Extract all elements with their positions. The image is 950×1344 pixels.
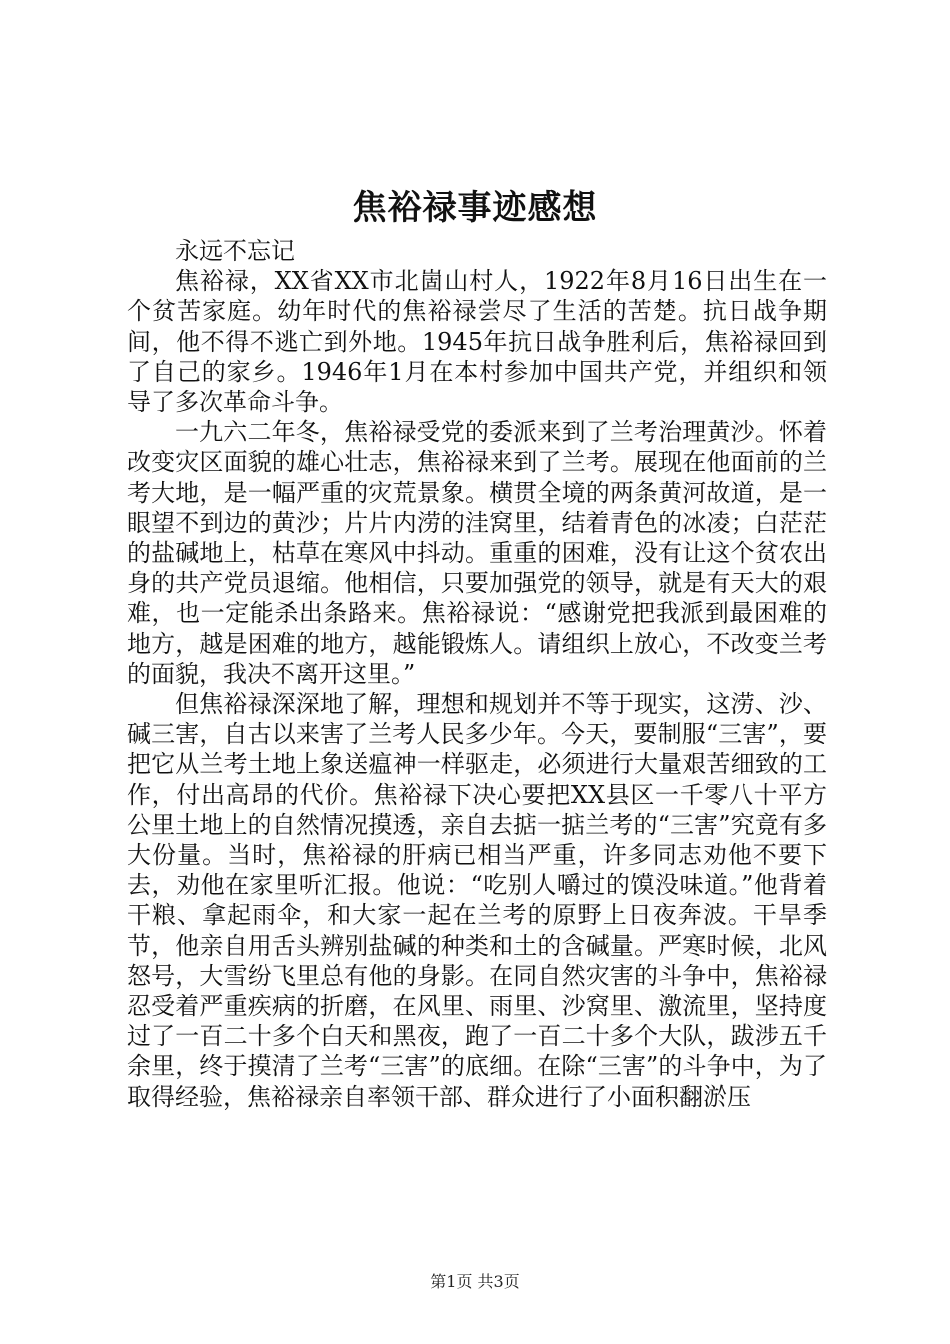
page-number: 第1页 共3页 (430, 1272, 520, 1291)
document-title: 焦裕禄事迹感想 (352, 188, 598, 228)
paragraph: 一九六二年冬，焦裕禄受党的委派来到了兰考治理黄沙。怀着改变灾区面貌的雄心壮志，焦裕禄来到了兰考。展现在他面前的兰考大地，是一幅严重的灾荒景象。横贯全境的两条黄河故道，是一眼望不到边的黄沙；片片内涝的洼窝里，结着青色的冰凌；白茫茫的盐碱地上，枯草在寒风中抖动。重重的困难，没有让这个贫农出身的共产党员退缩。他相信，只要加强党的领导，就是有天大的艰难，也一定能杀出条路来。焦裕禄说：“感谢党把我派到最困难的地方，越是困难的地方，越能锻炼人。请组织上放心，不改变兰考的面貌，我决不离开这里。” (127, 418, 827, 688)
paragraph-subtitle: 永远不忘记 (175, 237, 295, 265)
document-body (127, 236, 827, 1112)
paragraph: 但焦裕禄深深地了解，理想和规划并不等于现实，这涝、沙、碱三害，自古以来害了兰考人民多少年。今天，要制服“三害”，要把它从兰考土地上象送瘟神一样驱走，必须进行大量艰苦细致的工作，付出高昂的代价。焦裕禄下决心要把XX县区一千零八十平方公里土地上的自然情况摸透，亲自去掂一掂兰考的“三害”究竟有多大份量。当时，焦裕禄的肝病已相当严重，许多同志劝他不要下去，劝他在家里听汇报。他说：“吃别人嚼过的馍没味道。”他背着干粮、拿起雨伞，和大家一起在兰考的原野上日夜奔波。干旱季节，他亲自用舌头辨别盐碱的种类和土的含碱量。严寒时候，北风怒号，大雪纷飞里总有他的身影。在同自然灾害的斗争中，焦裕禄忍受着严重疾病的折磨，在风里、雨里、沙窝里、激流里，坚持度过了一百二十多个白天和黑夜，跑了一百二十多个大队，跋涉五千余里，终于摸清了兰考“三害”的底细。在除“三害”的斗争中，为了取得经验，焦裕禄亲自率领干部、群众进行了小面积翻淤压 (127, 690, 827, 1111)
paragraph: 焦裕禄，XX省XX市北崮山村人，1922年8月16日出生在一个贫苦家庭。幼年时代的焦裕禄尝尽了生活的苦楚。抗日战争期间，他不得不逃亡到外地。1945年抗日战争胜利后，焦裕禄回到了自己的家乡。1946年1月在本村参加中国共产党，并组织和领导了多次革命斗争。 (127, 267, 827, 417)
